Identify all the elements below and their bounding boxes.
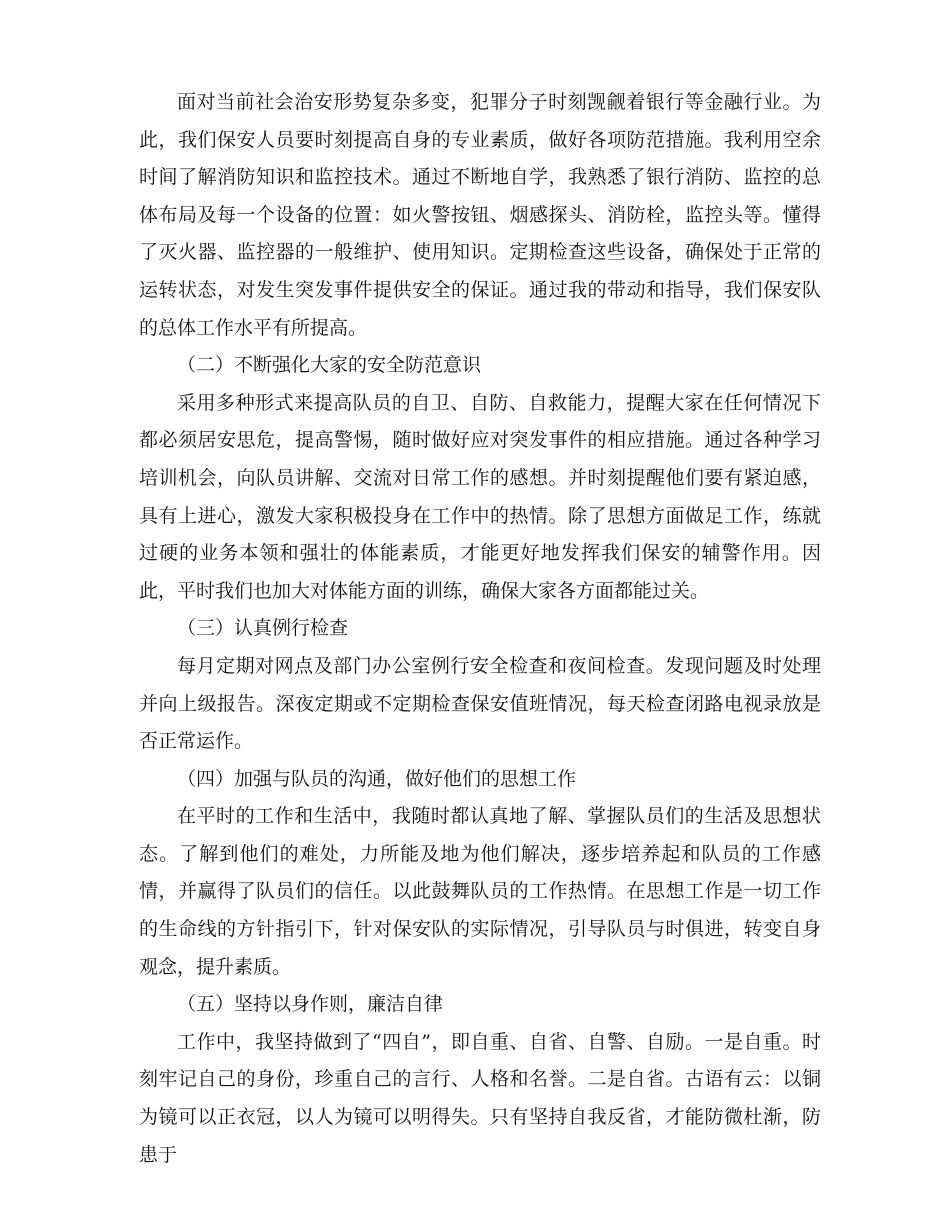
section-heading-5: （五）坚持以身作则，廉洁自律 xyxy=(177,993,444,1016)
section-heading-3: （三）认真例行检查 xyxy=(177,617,349,640)
document-body xyxy=(139,84,821,1174)
paragraph-routine-inspection: 每月定期对网点及部门办公室例行安全检查和夜间检查。发现问题及时处理并向上级报告。深夜定期或不定期检查保安值班情况，每天检查闭路电视录放是否正常运作。 xyxy=(139,654,821,753)
paragraph-team-communication: 在平时的工作和生活中，我随时都认真地了解、掌握队员们的生活及思想状态。了解到他们的难处，力所能及地为他们解决，逐步培养起和队员的工作感情，并赢得了队员们的信任。以此鼓舞队员的工作热情。在思想工作是一切工作的生命线的方针指引下，针对保安队的实际情况，引导队员与时俱进，转变自身观念，提升素质。 xyxy=(139,805,821,978)
section-heading-2: （二）不断强化大家的安全防范意识 xyxy=(177,354,482,377)
paragraph-security-skills: 面对当前社会治安形势复杂多变，犯罪分子时刻觊觎着银行等金融行业。为此，我们保安人员要时刻提高自身的专业素质，做好各项防范措施。我利用空余时间了解消防知识和监控技术。通过不断地自学，我熟悉了银行消防、监控的总体布局及每一个设备的位置：如火警按钮、烟感探头、消防栓，监控头等。懂得了灭火器、监控器的一般维护、使用知识。定期检查这些设备，确保处于正常的运转状态，对发生突发事件提供安全的保证。通过我的带动和指导，我们保安队的总体工作水平有所提高。 xyxy=(139,91,821,339)
paragraph-self-discipline: 工作中，我坚持做到了“四自”，即自重、自省、自警、自励。一是自重。时刻牢记自己的身份，珍重自己的言行、人格和名誉。二是自省。古语有云：以铜为镜可以正衣冠，以人为镜可以明得失。只有坚持自我反省，才能防微杜渐，防患于 xyxy=(139,1030,821,1166)
section-heading-4: （四）加强与队员的沟通，做好他们的思想工作 xyxy=(177,767,577,790)
paragraph-safety-awareness: 采用多种形式来提高队员的自卫、自防、自救能力，提醒大家在任何情况下都必须居安思危，提高警惕，随时做好应对突发事件的相应措施。通过各种学习培训机会，向队员讲解、交流对日常工作的感想。并时刻提醒他们要有紧迫感，具有上进心，激发大家积极投身在工作中的热情。除了思想方面做足工作，练就过硬的业务本领和强壮的体能素质，才能更好地发挥我们保安的辅警作用。因此，平时我们也加大对体能方面的训练，确保大家各方面都能过关。 xyxy=(139,391,821,602)
